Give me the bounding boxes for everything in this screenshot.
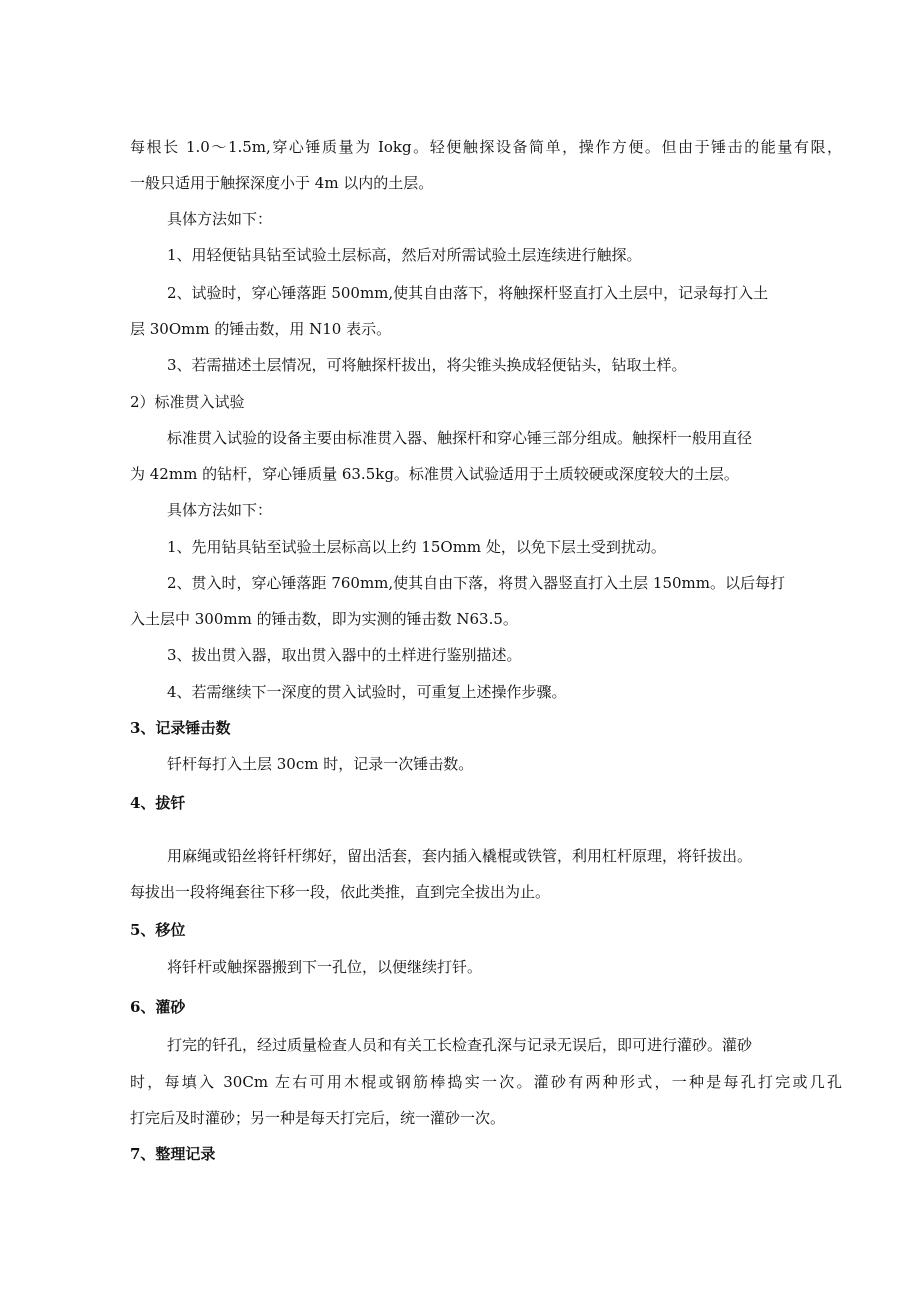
list-item: 3、若需描述土层情况，可将触探杆拔出，将尖锥头换成轻便钻头，钻取土样。 bbox=[167, 356, 687, 374]
section-heading: 6、灌砂 bbox=[130, 998, 186, 1016]
list-item: 4、若需继续下一深度的贯入试验时，可重复上述操作步骤。 bbox=[167, 683, 567, 701]
list-item: 2、试验时，穿心锤落距 500mm,使其自由落下，将触探杆竖直打入土层中，记录每打入土 bbox=[167, 284, 769, 302]
paragraph-line: 标准贯入试验的设备主要由标准贯入器、触探杆和穿心锤三部分组成。触探杆一般用直径 bbox=[167, 429, 753, 447]
list-item-continuation: 入土层中 300mm 的锤击数，即为实测的锤击数 N63.5。 bbox=[130, 610, 518, 628]
section-heading: 7、整理记录 bbox=[130, 1145, 216, 1163]
paragraph-line: 为 42mm 的钻杆，穿心锤质量 63.5kg。标准贯入试验适用于土质较硬或深度较大的土层。 bbox=[130, 465, 739, 483]
paragraph-line: 一般只适用于触探深度小于 4m 以内的土层。 bbox=[130, 174, 434, 192]
list-item: 3、拔出贯入器，取出贯入器中的土样进行鉴别描述。 bbox=[167, 646, 522, 664]
paragraph-line: 每拔出一段将绳套往下移一段，依此类推，直到完全拔出为止。 bbox=[130, 883, 551, 901]
paragraph-line: 具体方法如下： bbox=[167, 210, 273, 228]
list-item-continuation: 层 30Omm 的锤击数，用 N10 表示。 bbox=[130, 320, 392, 338]
list-item: 1、用轻便钻具钻至试验土层标高，然后对所需试验土层连续进行触探。 bbox=[167, 246, 642, 264]
paragraph-line: 打完的钎孔，经过质量检查人员和有关工长检查孔深与记录无误后，即可进行灌砂。灌砂 bbox=[167, 1036, 753, 1054]
paragraph-line: 用麻绳或铅丝将钎杆绑好，留出活套，套内插入橇棍或铁管，利用杠杆原理，将钎拔出。 bbox=[167, 847, 753, 865]
list-item: 2、贯入时，穿心锤落距 760mm,使其自由下落，将贯入器竖直打入土层 150mm。以后每打 bbox=[167, 574, 786, 592]
paragraph-line: 具体方法如下： bbox=[167, 501, 273, 519]
paragraph-line: 时，每填入 30Cm 左右可用木棍或钢筋棒捣实一次。灌砂有两种形式，一种是每孔打完或几孔 bbox=[130, 1073, 842, 1091]
list-item: 1、先用钻具钻至试验土层标高以上约 15Omm 处，以免下层土受到扰动。 bbox=[167, 538, 666, 556]
section-heading: 4、拔钎 bbox=[130, 794, 186, 812]
paragraph-line: 打完后及时灌砂；另一种是每天打完后，统一灌砂一次。 bbox=[130, 1109, 506, 1127]
paragraph-line: 每根长 1.0～1.5m,穿心锤质量为 Iokg。轻便触探设备简单，操作方便。但由于锤击的能量有限， bbox=[130, 138, 842, 156]
section-heading: 2）标准贯入试验 bbox=[130, 393, 245, 411]
section-heading: 3、记录锤击数 bbox=[130, 719, 231, 737]
section-heading: 5、移位 bbox=[130, 921, 186, 939]
paragraph-line: 钎杆每打入土层 30cm 时，记录一次锤击数。 bbox=[167, 755, 474, 773]
paragraph-line: 将钎杆或触探器搬到下一孔位，以便继续打钎。 bbox=[167, 958, 483, 976]
